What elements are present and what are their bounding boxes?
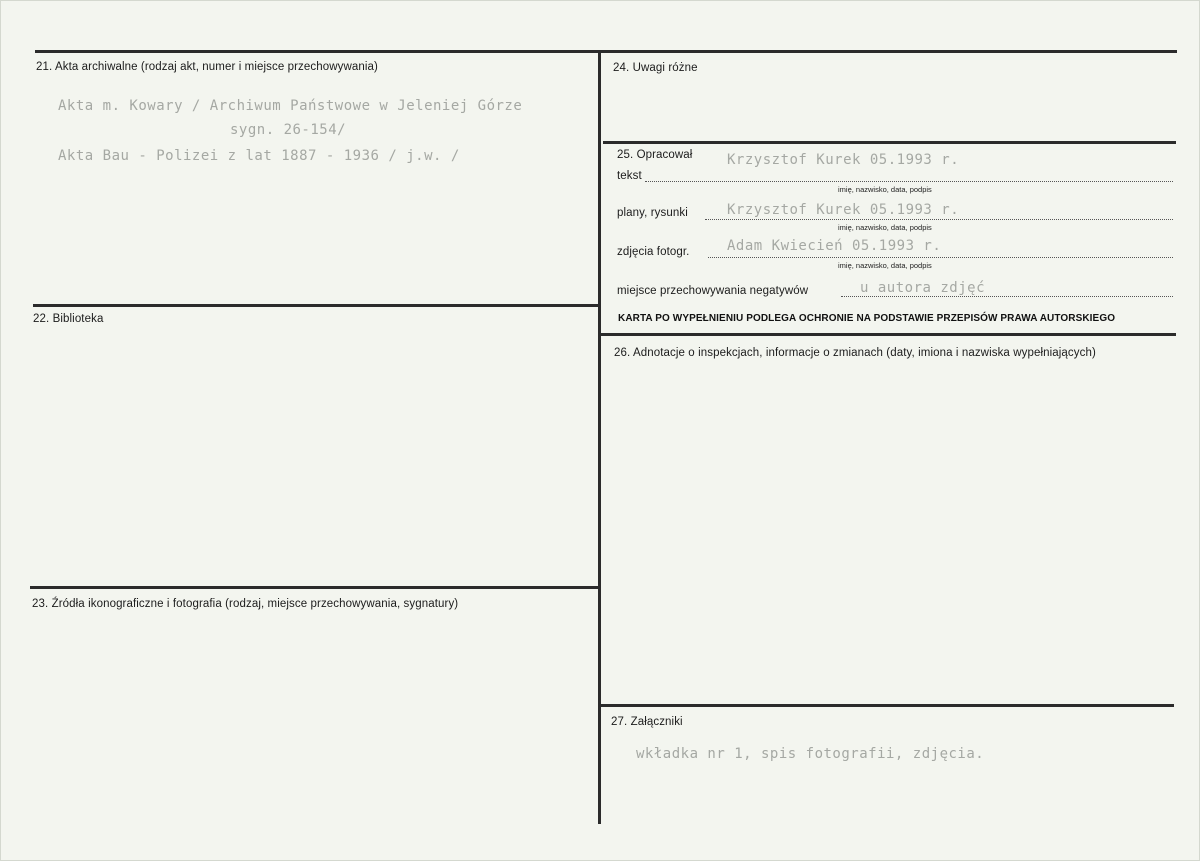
negatywy-line <box>841 296 1173 297</box>
tekst-label: tekst <box>617 170 642 182</box>
section-27-label: 27. Załączniki <box>611 716 683 728</box>
zdjecia-hint: imię, nazwisko, data, podpis <box>838 261 932 270</box>
plany-value: Krzysztof Kurek 05.1993 r. <box>727 202 960 218</box>
section-26-label: 26. Adnotacje o inspekcjach, informacje o zmianach (daty, imiona i nazwiska wypełniających) <box>614 347 1096 359</box>
zdjecia-label: zdjęcia fotogr. <box>617 246 690 258</box>
divider-26-27 <box>600 704 1174 707</box>
section-25-label: 25. Opracował <box>617 149 693 161</box>
section-21-line-2: sygn. 26-154/ <box>230 122 347 138</box>
tekst-hint: imię, nazwisko, data, podpis <box>838 185 932 194</box>
divider-22-23 <box>30 586 598 589</box>
divider-24-25 <box>603 141 1176 144</box>
section-22-label: 22. Biblioteka <box>33 313 104 325</box>
tekst-line <box>645 181 1173 182</box>
negatywy-value: u autora zdjęć <box>860 280 986 296</box>
divider-25-26 <box>601 333 1176 336</box>
zdjecia-value: Adam Kwiecień 05.1993 r. <box>727 238 942 254</box>
top-rule <box>35 50 1177 53</box>
section-21-line-1: Akta m. Kowary / Archiwum Państwowe w Jeleniej Górze <box>58 98 523 114</box>
section-27-value: wkładka nr 1, spis fotografii, zdjęcia. <box>636 746 985 762</box>
center-rule <box>598 52 601 824</box>
section-21-label: 21. Akta archiwalne (rodzaj akt, numer i miejsce przechowywania) <box>36 61 378 73</box>
plany-label: plany, rysunki <box>617 207 688 219</box>
divider-21-22 <box>33 304 600 307</box>
copyright-notice: KARTA PO WYPEŁNIENIU PODLEGA OCHRONIE NA PODSTAWIE PRZEPISÓW PRAWA AUTORSKIEGO <box>618 313 1116 324</box>
zdjecia-line <box>708 257 1173 258</box>
section-24-label: 24. Uwagi różne <box>613 62 698 74</box>
section-21-line-3: Akta Bau - Polizei z lat 1887 - 1936 / j.w. / <box>58 148 460 164</box>
plany-hint: imię, nazwisko, data, podpis <box>838 223 932 232</box>
tekst-value: Krzysztof Kurek 05.1993 r. <box>727 152 960 168</box>
section-23-label: 23. Źródła ikonograficzne i fotografia (rodzaj, miejsce przechowywania, sygnatury) <box>32 598 459 610</box>
plany-line <box>705 219 1173 220</box>
negatywy-label: miejsce przechowywania negatywów <box>617 285 809 297</box>
